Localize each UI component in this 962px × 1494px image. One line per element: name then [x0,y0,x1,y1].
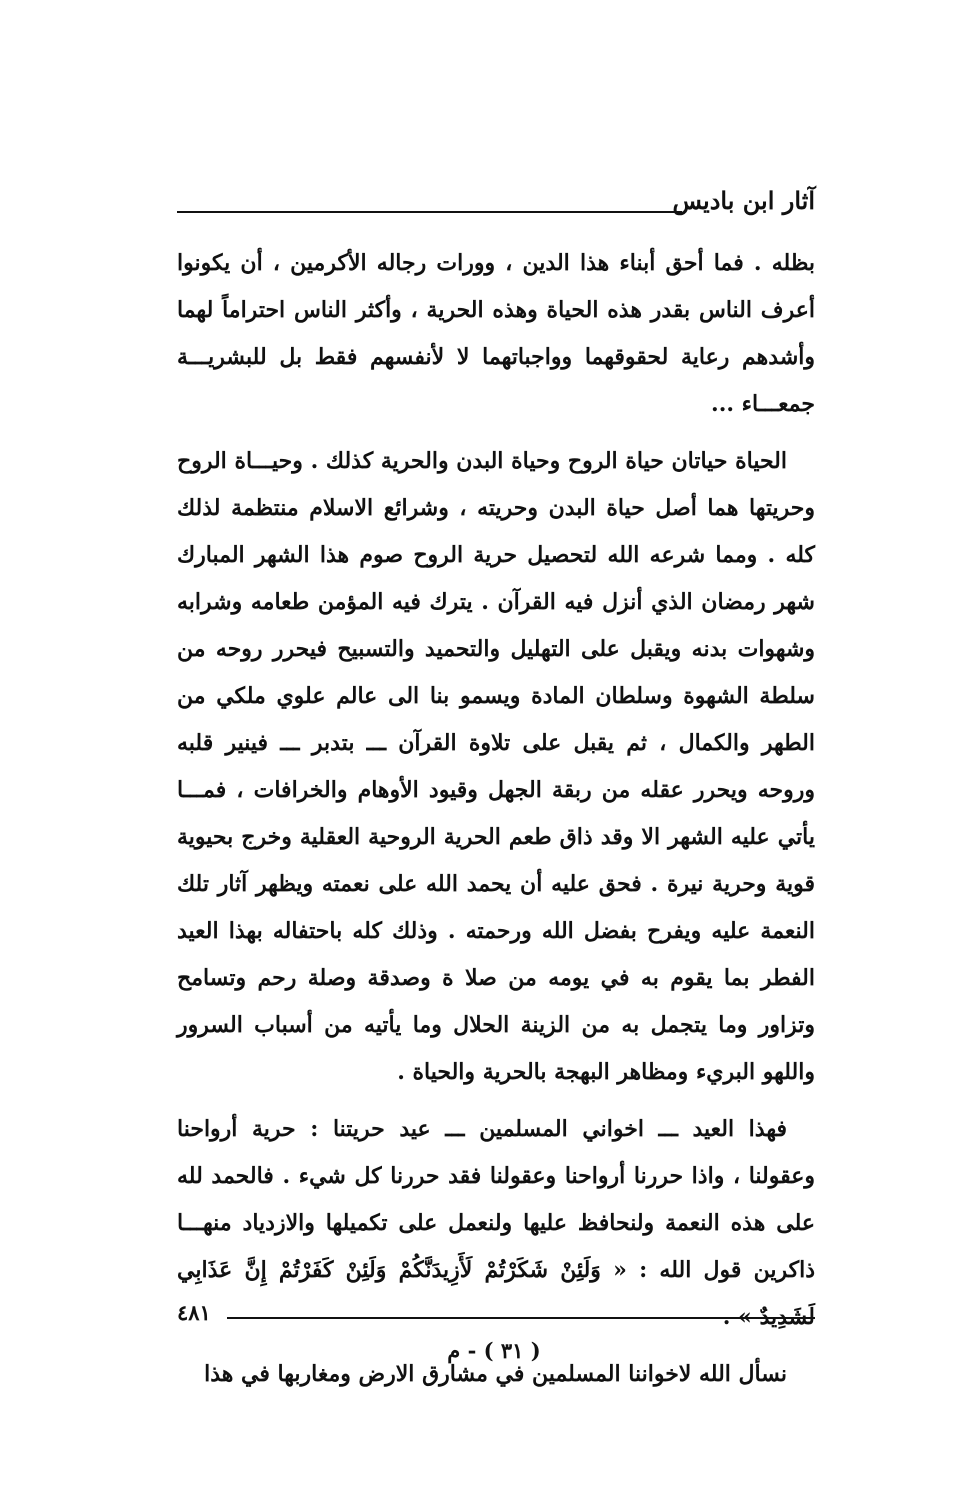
paragraph-4: نسأل الله لاخواننا المسلمين في مشارق الارض ومغاربها في هذا [204,1361,787,1387]
main-text [177,240,815,1398]
book-title: آثار ابن باديس [672,186,815,215]
paragraph-2: الحياة حياتان حياة الروح وحياة البدن والحرية كذلك . وحيـــاة الروح وحريتها هما أصل حياة البدن وحريته ، وشرائع الاسلام منتظمة لذلك كله . ومما شرعه الله لتحصيل حرية الروح صوم هذا الشهر المبارك شهر رمضان الذي أنزل فيه القرآن . يترك فيه المؤمن طعامه وشرابه وشهوات بدنه ويقبل على التهليل والتحميد والتسبيح فيحرر روحه من سلطة الشهوة وسلطان المادة ويسمو بنا الى عالم علوي ملكي من الطهر والكمال ، ثم يقبل على تلاوة القرآن ـــ بتدبر ـــ فينير قلبه وروحه ويحرر عقله من ربقة الجهل وقيود الأوهام والخرافات ، فمـــا يأتي عليه الشهر الا وقد ذاق طعم الحرية الروحية العقلية وخرج بحيوية قوية وحرية نيرة . فحق عليه أن يحمد الله على نعمته ويظهر آثار تلك النعمة عليه ويفرح بفضل الله ورحمته . وذلك كله باحتفاله بهذا العيد الفطر بما يقوم به في يومه من صلا ة وصدقة وصلة رحم وتسامح وتزاور وما يتجمل به من الزينة الحلال وما يأتيه من أسباب السرور واللهو البريء ومظاهر البهجة بالحرية والحياة . [177,448,815,1085]
footer-rule [227,1317,815,1319]
paragraph-1: بظله . فما أحق أبناء هذا الدين ، وورات رجاله الأكرمين ، أن يكونوا أعرف الناس بقدر هذه الحياة وهذه الحرية ، وأكثر الناس احتراماً لهما وأشدهم رعاية لحقوقهما وواجباتهما لا لأنفسهم فقط بل للبشريـــة جمعـــاء ... [177,250,815,417]
paragraph-3: فهذا العيد ـــ اخواني المسلمين ـــ عيد حريتنا : حرية أرواحنا وعقولنا ، واذا حررنا أرواحنا وعقولنا فقد حررنا كل شيء . فالحمد لله على هذه النعمة ولنحافظ عليها ولنعمل على تكميلها والازدياد منهـــا ذاكرين قول الله : « وَلَئِنْ شَكَرْتُمْ لَأَزِيدَنَّكُمْ وَلَئِنْ كَفَرْتُمْ إِنَّ عَذَابِي لَشَدِيدٌ » . [177,1116,815,1330]
page-number: ٤٨١ [177,1300,211,1325]
running-header [177,183,815,219]
page-footer [177,1298,815,1388]
header-rule [177,211,682,213]
printer-signature: ( ٣١ ) - م [447,1338,541,1363]
